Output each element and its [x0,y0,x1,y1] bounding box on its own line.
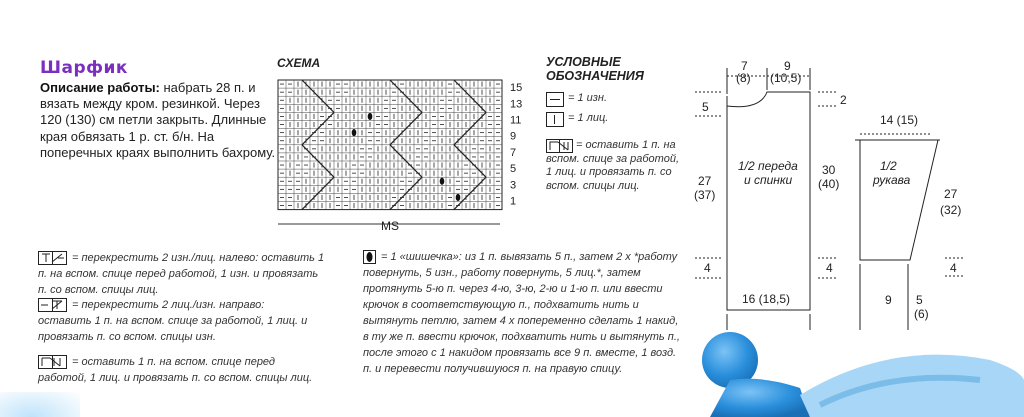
dim-sleeve-bottom-1: 9 [885,293,892,307]
dim-top-right-alt: (10,5) [770,71,802,85]
description-label: Описание работы: [40,80,160,95]
dim-neck: 5 [702,100,709,114]
sleeve-label-1: 1/2 [880,159,897,173]
front-label-1: 1/2 переда [738,159,798,173]
dim-sleeve-bottom-2-alt: (6) [914,307,929,321]
dim-top-left-alt: (8) [736,71,751,85]
dim-top-right: 9 [784,59,791,73]
note-cross-right: = перекрестить 2 лиц./изн. направо: оставить 1 п. на вспом. спице за работой, 1 лиц. и провязать п. со вспом. спицы изн. [38,299,308,343]
knitted-hat-photo [690,320,1024,417]
sleeve-outline [855,134,965,330]
purl-symbol [546,92,564,107]
ms-label: MS [381,219,399,233]
note-bobble: = 1 «шишечка»: из 1 п. вывязать 5 п., затем 2 х *работу повернуть, 5 изн., работу повернуть, 5 лиц.*, затем протянуть 5-ю п. через 4-ю, 3-ю, 2-ю и 1-ю п. или ввести крючок в соответствующую п., подхватить нить и вытянуть петлю, затем 4 х попеременно сделать 1 накид, в ту же п. ввести крючок, подхватить нить и вытянуть п., после этого с 1 накидом провязать все 9 п. вместе, 1 возд. п. и перевести получившуюся п. на правую спицу. [363,251,680,375]
legend-title [546,55,644,83]
legend-title-line2: ОБОЗНАЧЕНИЯ [546,69,644,83]
dim-shoulder: 2 [840,93,847,107]
note-slip-front: = оставить 1 п. на вспом. спице перед работой, 1 лиц. и провязать п. со вспом. спицы лиц. [38,356,313,384]
sweater-schematic [690,58,1020,338]
row-number: 9 [510,130,517,143]
chart-grid [278,80,502,210]
work-description [40,80,276,161]
legend-purl: = 1 изн. [568,92,607,104]
dim-sleeve-height-alt: (32) [940,203,962,217]
schema-title: СХЕМА [277,56,321,70]
front-back-outline [695,68,836,330]
row-number: 5 [510,163,517,176]
dim-sleeve-bottom-2: 5 [916,293,923,307]
dim-sleeve-rib: 4 [950,261,957,275]
dim-inner-height: 30 [822,163,836,177]
dim-top-left: 7 [741,59,748,73]
corner-decoration [0,392,80,417]
chart-row-numbers [510,82,522,207]
row-number: 7 [510,146,517,159]
row-number: 3 [510,179,517,192]
sleeve-label-2: рукава [873,173,911,187]
legend-title-line1: УСЛОВНЫЕ [546,55,621,69]
knitting-chart [268,68,534,234]
description-text: набрать 28 п. и вязать между кром. резинкой. Через 120 (130) см петли закрыть. Длинные края обвязать 1 р. ст. б/н. На поперечных краях выполнить бахрому. [40,80,276,160]
dim-inner-rib: 4 [826,261,833,275]
row-number: 1 [510,195,517,208]
scarf-shape [800,355,1024,417]
row-number: 11 [510,114,522,127]
dim-sleeve-top: 14 (15) [880,113,919,127]
dim-left-height-alt: (37) [694,188,716,202]
note-cross-left: = перекрестить 2 изн./лиц. налево: оставить 1 п. на вспом. спице перед работой, 1 изн. и провязать п. со вспом. спицы лиц. [38,252,325,296]
dim-left-height: 27 [698,174,712,188]
dim-sleeve-height: 27 [944,187,958,201]
dim-left-rib: 4 [704,261,711,275]
dim-inner-height-alt: (40) [818,177,840,191]
legend-slip: = оставить 1 п. на вспом. спице за работой, 1 лиц. и провязать п. со вспом. спицы лиц. [546,139,679,192]
dim-bottom-width: 16 (18,5) [742,292,791,306]
section-title: Шарфик [40,58,128,78]
knit-symbol [546,112,564,127]
front-label-2: и спинки [744,173,793,187]
row-number: 13 [510,98,523,111]
legend-knit: = 1 лиц. [568,112,609,124]
row-number: 15 [510,82,523,95]
